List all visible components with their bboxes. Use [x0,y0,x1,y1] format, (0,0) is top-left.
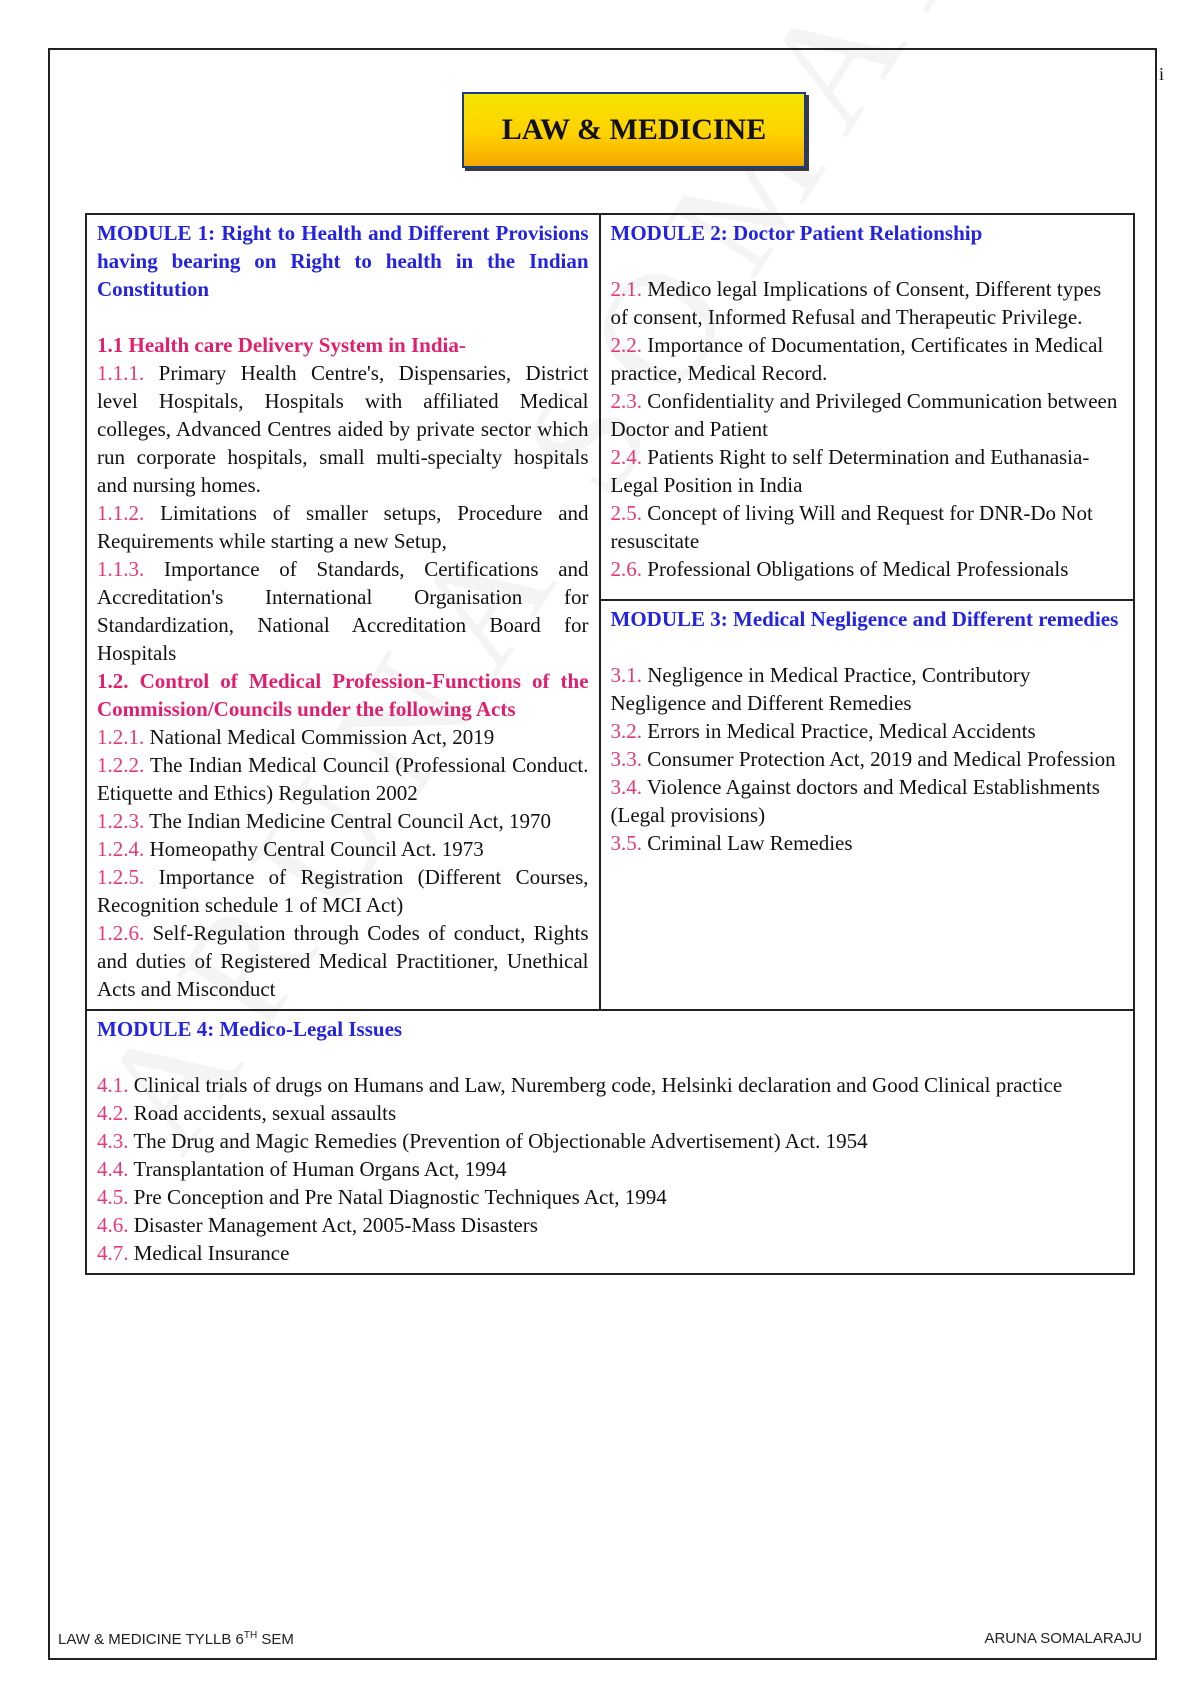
footer-sup: TH [243,1630,258,1641]
list-item [97,499,589,555]
item-number: 2.1. [610,277,643,301]
item-text: Violence Against doctors and Medical Establishments (Legal provisions) [610,775,1100,827]
footer-course: LAW & MEDICINE TYLLB 6 [58,1631,244,1648]
section-1-1-list [97,359,589,667]
item-number: 3.1. [610,663,643,687]
section-1-2-list [97,723,589,1003]
list-item [611,745,1123,773]
list-item [97,723,589,751]
module4-heading: MODULE 4: Medico-Legal Issues [97,1017,403,1041]
list-item [611,387,1123,443]
document-title: LAW & MEDICINE [501,113,767,146]
item-text: Homeopathy Central Council Act. 1973 [149,837,484,861]
list-item [97,1183,1123,1211]
item-number: 4.2. [97,1101,129,1125]
list-item [97,835,589,863]
item-text: Limitations of smaller setups, Procedure and Requirements while starting a new Setup, [97,501,589,553]
module3-heading: MODULE 3: Medical Negligence and Different remedies [610,607,1119,631]
list-item [97,1155,1123,1183]
item-text: Confidentiality and Privileged Communication between Doctor and Patient [610,389,1118,441]
item-text: Primary Health Centre's, Dispensaries, District level Hospitals, Hospitals with affiliated Medical colleges, Advanced Centres aided by private sector which run corporate hospitals, small multi-specialty hospitals and nursing homes. [97,361,589,497]
list-item [97,359,589,499]
item-text: The Indian Medicine Central Council Act, 1970 [149,809,551,833]
list-item [611,829,1123,857]
list-item [611,443,1123,499]
item-number: 1.2.6. [97,921,145,945]
list-item [611,661,1123,717]
list-item [97,1071,1123,1099]
item-number: 2.5. [610,501,643,525]
item-number: 4.5. [97,1185,129,1209]
item-text: Negligence in Medical Practice, Contributory Negligence and Different Remedies [610,663,1031,715]
module4-list [97,1071,1123,1267]
item-text: Importance of Registration (Different Courses, Recognition schedule 1 of MCI Act) [97,865,589,917]
list-item [97,807,589,835]
syllabus-table [85,213,1135,1275]
item-text: Transplantation of Human Organs Act, 1994 [133,1157,507,1181]
item-text: Importance of Documentation, Certificates in Medical practice, Medical Record. [610,333,1104,385]
item-number: 3.4. [610,775,643,799]
item-number: 1.2.4. [97,837,145,861]
list-item [611,499,1123,555]
item-number: 1.1.3. [97,557,145,581]
item-text: Errors in Medical Practice, Medical Accidents [647,719,1036,743]
item-number: 3.5. [610,831,643,855]
section-1-1-title: 1.1 Health care Delivery System in India- [97,333,466,357]
list-item [97,1211,1123,1239]
module2-list [611,275,1123,583]
item-number: 1.1.1. [97,361,145,385]
item-text: Medico legal Implications of Consent, Different types of consent, Informed Refusal and Therapeutic Privilege. [610,277,1102,329]
item-number: 2.2. [610,333,643,357]
item-number: 4.6. [97,1213,129,1237]
item-text: Self-Regulation through Codes of conduct, Rights and duties of Registered Medical Practitioner, Unethical Acts and Misconduct [97,921,589,1001]
list-item [611,555,1123,583]
item-number: 3.2. [610,719,643,743]
item-text: Pre Conception and Pre Natal Diagnostic Techniques Act, 1994 [133,1185,667,1209]
item-text: Consumer Protection Act, 2019 and Medical Profession [647,747,1116,771]
module1-cell [86,214,600,1010]
item-number: 1.2.3. [97,809,145,833]
list-item [611,717,1123,745]
item-number: 2.3. [610,389,643,413]
item-number: 4.1. [97,1073,129,1097]
item-text: Professional Obligations of Medical Professionals [647,557,1069,581]
item-text: The Drug and Magic Remedies (Prevention of Objectionable Advertisement) Act. 1954 [133,1129,868,1153]
item-number: 1.2.2. [97,753,145,777]
footer-sem: SEM [257,1631,294,1648]
list-item [97,863,589,919]
item-number: 2.4. [610,445,643,469]
item-text: The Indian Medical Council (Professional Conduct. Etiquette and Ethics) Regulation 2002 [97,753,589,805]
page-number: i [1158,64,1164,84]
module1-heading: MODULE 1: Right to Health and Different Provisions having bearing on Right to health in the Indian Constitution [97,221,589,301]
item-number: 4.7. [97,1241,129,1265]
list-item [97,751,589,807]
item-number: 3.3. [610,747,643,771]
item-number: 4.3. [97,1129,129,1153]
footer-author: ARUNA SOMALARAJU [984,1630,1142,1647]
list-item [611,331,1123,387]
item-text: National Medical Commission Act, 2019 [149,725,495,749]
module4-cell [86,1010,1134,1274]
item-number: 4.4. [97,1157,129,1181]
item-number: 1.1.2. [97,501,145,525]
item-text: Importance of Standards, Certifications and Accreditation's International Organisation for Standardization, National Accreditation Board for Hospitals [97,557,589,665]
item-text: Road accidents, sexual assaults [133,1101,397,1125]
item-text: Criminal Law Remedies [647,831,853,855]
list-item [611,275,1123,331]
list-item [97,555,589,667]
module2-heading: MODULE 2: Doctor Patient Relationship [610,221,983,245]
section-1-2-title: 1.2. Control of Medical Profession-Functions of the Commission/Councils under the following Acts [97,669,589,721]
item-text: Medical Insurance [133,1241,290,1265]
item-number: 2.6. [610,557,643,581]
module3-cell [600,600,1134,1010]
item-text: Concept of living Will and Request for DNR-Do Not resuscitate [610,501,1093,553]
list-item [97,1127,1123,1155]
footer-left [58,1630,294,1648]
module3-list [611,661,1123,857]
item-text: Disaster Management Act, 2005-Mass Disasters [133,1213,538,1237]
item-text: Patients Right to self Determination and Euthanasia- Legal Position in India [610,445,1090,497]
title-box [462,92,806,168]
module2-cell [600,214,1134,600]
item-number: 1.2.1. [97,725,145,749]
list-item [611,773,1123,829]
list-item [97,1099,1123,1127]
list-item [97,919,589,1003]
item-number: 1.2.5. [97,865,145,889]
list-item [97,1239,1123,1267]
item-text: Clinical trials of drugs on Humans and Law, Nuremberg code, Helsinki declaration and Good Clinical practice [133,1073,1063,1097]
